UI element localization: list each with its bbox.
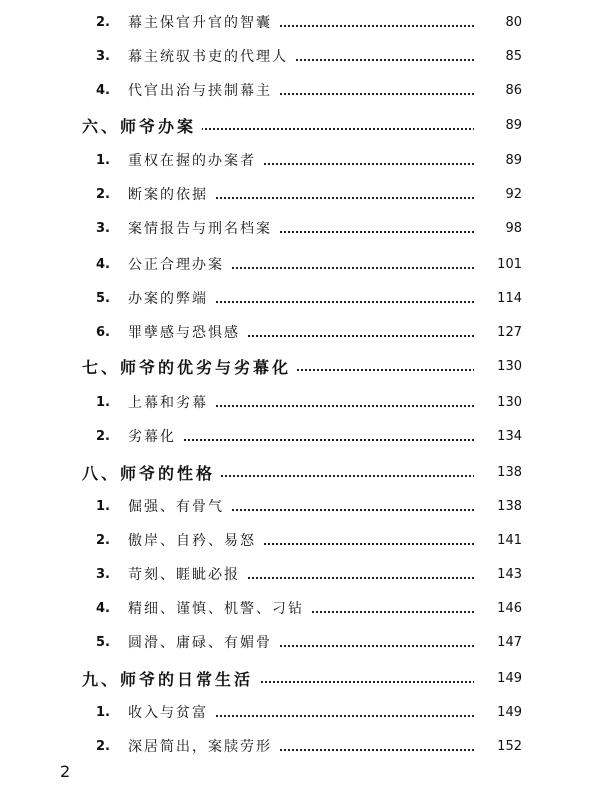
section-number: 2. — [96, 14, 110, 30]
page-ref: 89 — [474, 153, 522, 168]
toc-section-row — [0, 492, 600, 520]
section-number: 1. — [96, 394, 110, 410]
toc-section-row — [0, 250, 600, 278]
section-number: 3. — [96, 566, 110, 582]
toc-section-row — [0, 698, 600, 726]
section-number: 1. — [96, 498, 110, 514]
section-title: 办案的弊端 — [128, 288, 214, 308]
page-ref: 86 — [474, 83, 522, 98]
page-ref: 147 — [474, 635, 522, 650]
section-title: 收入与贫富 — [128, 702, 214, 722]
page-ref: 138 — [474, 465, 522, 480]
page-ref: 146 — [474, 601, 522, 616]
page-ref: 143 — [474, 567, 522, 582]
section-title: 断案的依据 — [128, 184, 214, 204]
section-title: 劣幕化 — [128, 426, 182, 446]
section-title: 倔强、有骨气 — [128, 496, 230, 516]
section-title: 罪孽感与恐惧感 — [128, 322, 246, 342]
page-ref: 149 — [474, 705, 522, 720]
section-title: 上幕和劣幕 — [128, 392, 214, 412]
section-title: 代官出治与挟制幕主 — [128, 80, 278, 100]
section-number: 1. — [96, 152, 110, 168]
chapter-title: 七、师爷的优劣与劣幕化 — [82, 355, 297, 378]
section-number: 2. — [96, 428, 110, 444]
section-title: 重权在握的办案者 — [128, 150, 262, 170]
section-number: 3. — [96, 48, 110, 64]
page-ref: 85 — [474, 49, 522, 64]
section-number: 4. — [96, 256, 110, 272]
toc-section-row — [0, 284, 600, 312]
section-number: 5. — [96, 290, 110, 306]
section-number: 3. — [96, 220, 110, 236]
chapter-title: 八、师爷的性格 — [82, 461, 221, 484]
toc-section-row — [0, 422, 600, 450]
section-number: 6. — [96, 324, 110, 340]
page-ref: 98 — [474, 221, 522, 236]
chapter-title: 九、师爷的日常生活 — [82, 667, 259, 690]
toc-section-row — [0, 560, 600, 588]
toc-chapter-row — [0, 458, 600, 486]
toc-section-row — [0, 180, 600, 208]
page-ref: 92 — [474, 187, 522, 202]
toc-section-row — [0, 388, 600, 416]
section-title: 公正合理办案 — [128, 254, 230, 274]
section-number: 5. — [96, 634, 110, 650]
page-ref: 138 — [474, 499, 522, 514]
section-title: 案情报告与刑名档案 — [128, 218, 278, 238]
section-number: 1. — [96, 704, 110, 720]
page-ref: 134 — [474, 429, 522, 444]
page-ref: 130 — [474, 395, 522, 410]
page-ref: 149 — [474, 671, 522, 686]
page-ref: 130 — [474, 359, 522, 374]
section-title: 苛刻、睚眦必报 — [128, 564, 246, 584]
toc-chapter-row — [0, 352, 600, 380]
page-ref: 152 — [474, 739, 522, 754]
toc-section-row — [0, 318, 600, 346]
page-ref: 101 — [474, 257, 522, 272]
page-ref: 89 — [474, 118, 522, 133]
toc-chapter-row — [0, 111, 600, 139]
toc-section-row — [0, 8, 600, 36]
leader-dots — [128, 438, 514, 441]
section-title: 傲岸、自矜、易怒 — [128, 530, 262, 550]
page-number: 2 — [60, 762, 71, 781]
toc-section-row — [0, 146, 600, 174]
section-title: 幕主统驭书吏的代理人 — [128, 46, 294, 66]
section-number: 2. — [96, 186, 110, 202]
page-ref: 141 — [474, 533, 522, 548]
toc-section-row — [0, 214, 600, 242]
section-title: 幕主保官升官的智囊 — [128, 12, 278, 32]
toc-section-row — [0, 76, 600, 104]
section-number: 2. — [96, 532, 110, 548]
toc-section-row — [0, 628, 600, 656]
toc-section-row — [0, 526, 600, 554]
toc-section-row — [0, 594, 600, 622]
page-ref: 114 — [474, 291, 522, 306]
toc-chapter-row — [0, 664, 600, 692]
toc-section-row — [0, 42, 600, 70]
section-number: 2. — [96, 738, 110, 754]
section-number: 4. — [96, 82, 110, 98]
section-number: 4. — [96, 600, 110, 616]
section-title: 精细、谨慎、机警、刁钻 — [128, 598, 310, 618]
toc-section-row — [0, 732, 600, 760]
section-title: 深居简出，案牍劳形 — [128, 736, 278, 756]
page-ref: 127 — [474, 325, 522, 340]
page-ref: 80 — [474, 15, 522, 30]
section-title: 圆滑、庸碌、有媚骨 — [128, 632, 278, 652]
chapter-title: 六、师爷办案 — [82, 114, 202, 137]
